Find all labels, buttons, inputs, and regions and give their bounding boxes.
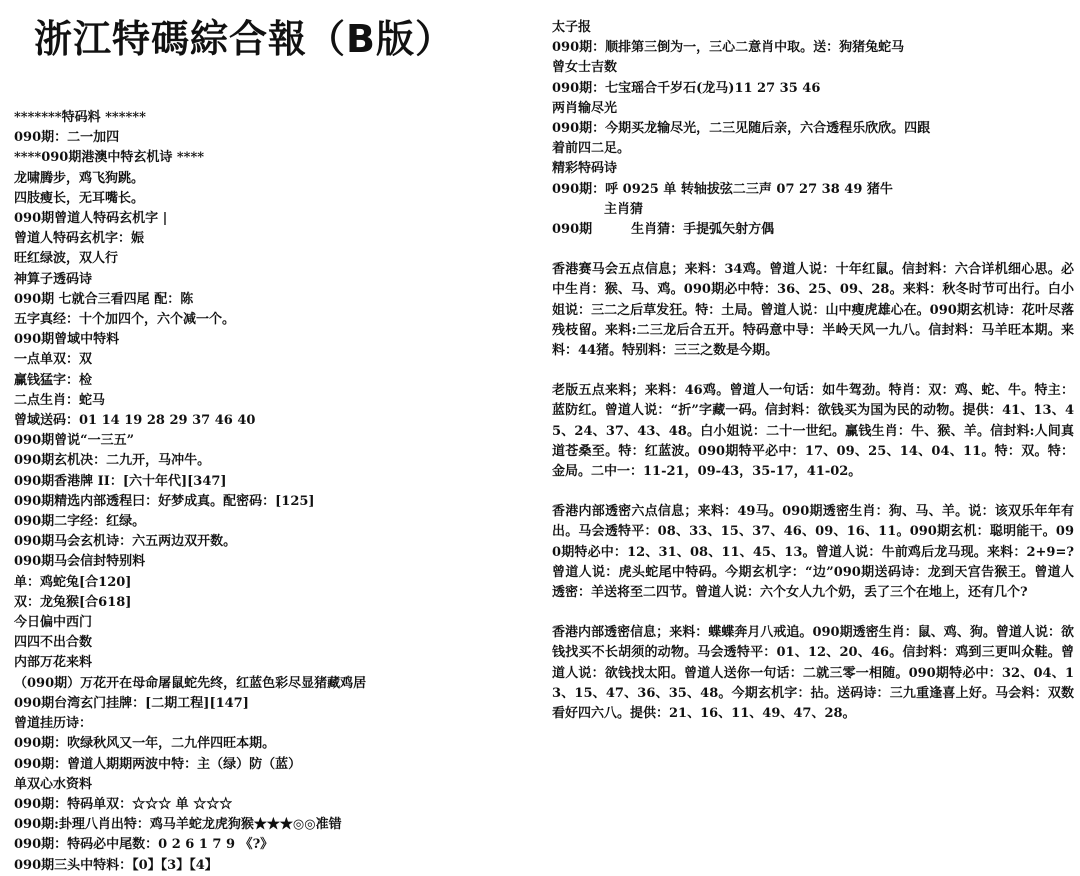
right-top-block [552, 18, 1074, 240]
left-line: 090期：特码必中尾数：0 2 6 1 7 9 《?》 [14, 837, 274, 853]
page-title: 浙江特碼綜合報（B版） [34, 17, 454, 61]
left-line: 090期马会信封特别料 [14, 554, 146, 570]
right-line: 主肖猜 [552, 201, 644, 217]
left-line: 090期：曾道人期期两波中特：主（绿）防（蓝） [14, 756, 302, 772]
left-line: 090期：特码单双：☆☆☆ 单 ☆☆☆ [14, 796, 233, 812]
left-line: 曾道人特码玄机字：娠 [14, 231, 145, 247]
left-line: 090期:卦理八肖出特：鸡马羊蛇龙虎狗猴★★★◎◎准错 [14, 817, 342, 833]
right-column [552, 18, 1074, 724]
left-line: 曾域送码：01 14 19 28 29 37 46 40 [14, 413, 256, 429]
left-line: 090期曾域中特料 [14, 332, 120, 348]
right-line: 090期：今期买龙输尽光，二三见随后亲，六合透程乐欣欣。四跟 [552, 121, 931, 137]
right-paragraphs [552, 260, 1074, 724]
left-line: 090期二字经：红绿。 [14, 514, 146, 530]
left-line: 龙啸腾步，鸡飞狗跳。 [14, 170, 145, 186]
left-line: （090期）万花开在母命屠鼠蛇先终，红蓝色彩尽显猪藏鸡居 [14, 675, 367, 691]
left-line: 090期曾说“一三五” [14, 433, 135, 449]
right-line: 090期 生肖猜：手提弧矢射方偶 [552, 222, 775, 238]
left-line: 090期精选内部透程曰：好梦成真。配密码：[125] [14, 493, 315, 509]
left-line: 090期 七就合三看四尾 配：陈 [14, 291, 194, 307]
left-line: 四四不出合数 [14, 635, 93, 651]
left-line: 单：鸡蛇兔[合120] [14, 574, 132, 590]
left-line: 090期三头中特料：【0】【3】【4】 [14, 857, 218, 873]
info-paragraph: 香港内部透密信息；来料：蝶蝶奔月八戒追。090期透密生肖：鼠、鸡、狗。曾道人说：欲钱找买不长胡须的动物。马会透特平：01、12、20、46。信封料：鸡到三更叫众鞋。曾道人说：欲钱找太阳。曾道人送你一句话：二就三零一相随。090期特必中：32、04、13、15、47、36、35、48。今期玄机字：拈。送码诗：三九重逢喜上好。马会料：双数看好四六八。提供：21、16、11、49、47、28。 [552, 625, 1074, 722]
left-line: 090期：二一加四 [14, 130, 120, 146]
right-line: 着前四二足。 [552, 141, 631, 157]
info-paragraph: 香港内部透密六点信息；来料：49马。090期透密生肖：狗、马、羊。说：该双乐年年有出。马会透特平：08、33、15、37、46、09、16、11。090期玄机：聪明能干。090期特必中：12、31、08、11、45、13。曾道人说：牛前鸡后龙马现。来料：2+9=? 曾道人说：虎头蛇尾中特码。今期玄机字：“边”090期送码诗：龙到天宫告猴王。曾道人透密：羊送将至二四节。曾道人说：六个女人九个奶，丢了三个在地上，还有几个? [552, 504, 1074, 601]
left-line: 曾道挂历诗： [14, 716, 93, 732]
right-line: 090期：七宝瑶合千岁石(龙马)11 27 35 46 [552, 80, 821, 96]
right-line: 090期：顺排第三倒为一，三心二意肖中取。送：狗猪兔蛇马 [552, 40, 905, 56]
left-line: 090期：吹绿秋风又一年，二九伴四旺本期。 [14, 736, 276, 752]
info-paragraph: 香港赛马会五点信息；来料：34鸡。曾道人说：十年红鼠。信封料：六合详机细心思。必中生肖：猴、马、鸡。090期必中特：36、25、09、28。来料：秋冬时节可出行。白小姐说：三二之后草发狂。特：土局。曾道人说：山中瘦虎雄心在。090期玄机诗：花叶尽落残枝留。来料:二三龙后合五开。特码意中导：半岭天风一九八。信封料：马羊旺本期。来料：44猪。特别料：三三之数是今期。 [552, 262, 1074, 359]
left-line: 090期香港牌 II：[六十年代][347] [14, 473, 227, 489]
left-line: 二点生肖：蛇马 [14, 392, 106, 408]
right-line: 两肖输尽光 [552, 100, 618, 116]
left-line: 090期曾道人特码玄机字 | [14, 211, 168, 227]
left-line: 四肢瘦长，无耳嘴长。 [14, 190, 145, 206]
left-line: 双：龙兔猴[合618] [14, 594, 132, 610]
left-line: 今日偏中西门 [14, 615, 93, 631]
left-line: *******特码料 ****** [14, 110, 146, 125]
right-line: 精彩特码诗 [552, 161, 618, 177]
left-line: 内部万花来料 [14, 655, 93, 671]
left-line: 090期玄机决：二九开，马冲牛。 [14, 453, 211, 469]
left-line: 090期马会玄机诗：六五两边双开数。 [14, 534, 237, 550]
right-line: 曾女士吉数 [552, 60, 618, 76]
left-line: 神算子透码诗 [14, 271, 93, 287]
left-line: 单双心水资料 [14, 776, 93, 792]
left-line: 旺红绿波，双人行 [14, 251, 119, 267]
right-line: 090期：呼 0925 单 转轴拔弦二三声 07 27 38 49 猪牛 [552, 181, 893, 197]
left-column [14, 108, 534, 876]
left-line: 一点单双：双 [14, 352, 93, 368]
info-paragraph: 老版五点来料；来料：46鸡。曾道人一句话：如牛驾劲。特肖：双：鸡、蛇、牛。特主：蓝防红。曾道人说：“折”字藏一码。信封料：欲钱买为国为民的动物。提供：41、13、45、24、37、43、48。白小姐说：二十一世纪。赢钱生肖：牛、猴、羊。信封料:人间真道苍桑至。特：红蓝波。090期特平必中：17、09、25、14、04、11。特：双。特：金局。二中一：11-21，09-43，35-17，41-02。 [552, 383, 1074, 480]
right-line: 太子报 [552, 20, 592, 35]
left-line: 五字真经：十个加四个，六个减一个。 [14, 312, 236, 328]
left-line: ****090期港澳中特玄机诗 **** [14, 150, 205, 166]
left-line: 赢钱猛字：检 [14, 372, 93, 388]
left-line: 090期台湾玄门挂牌：[二期工程][147] [14, 695, 249, 711]
